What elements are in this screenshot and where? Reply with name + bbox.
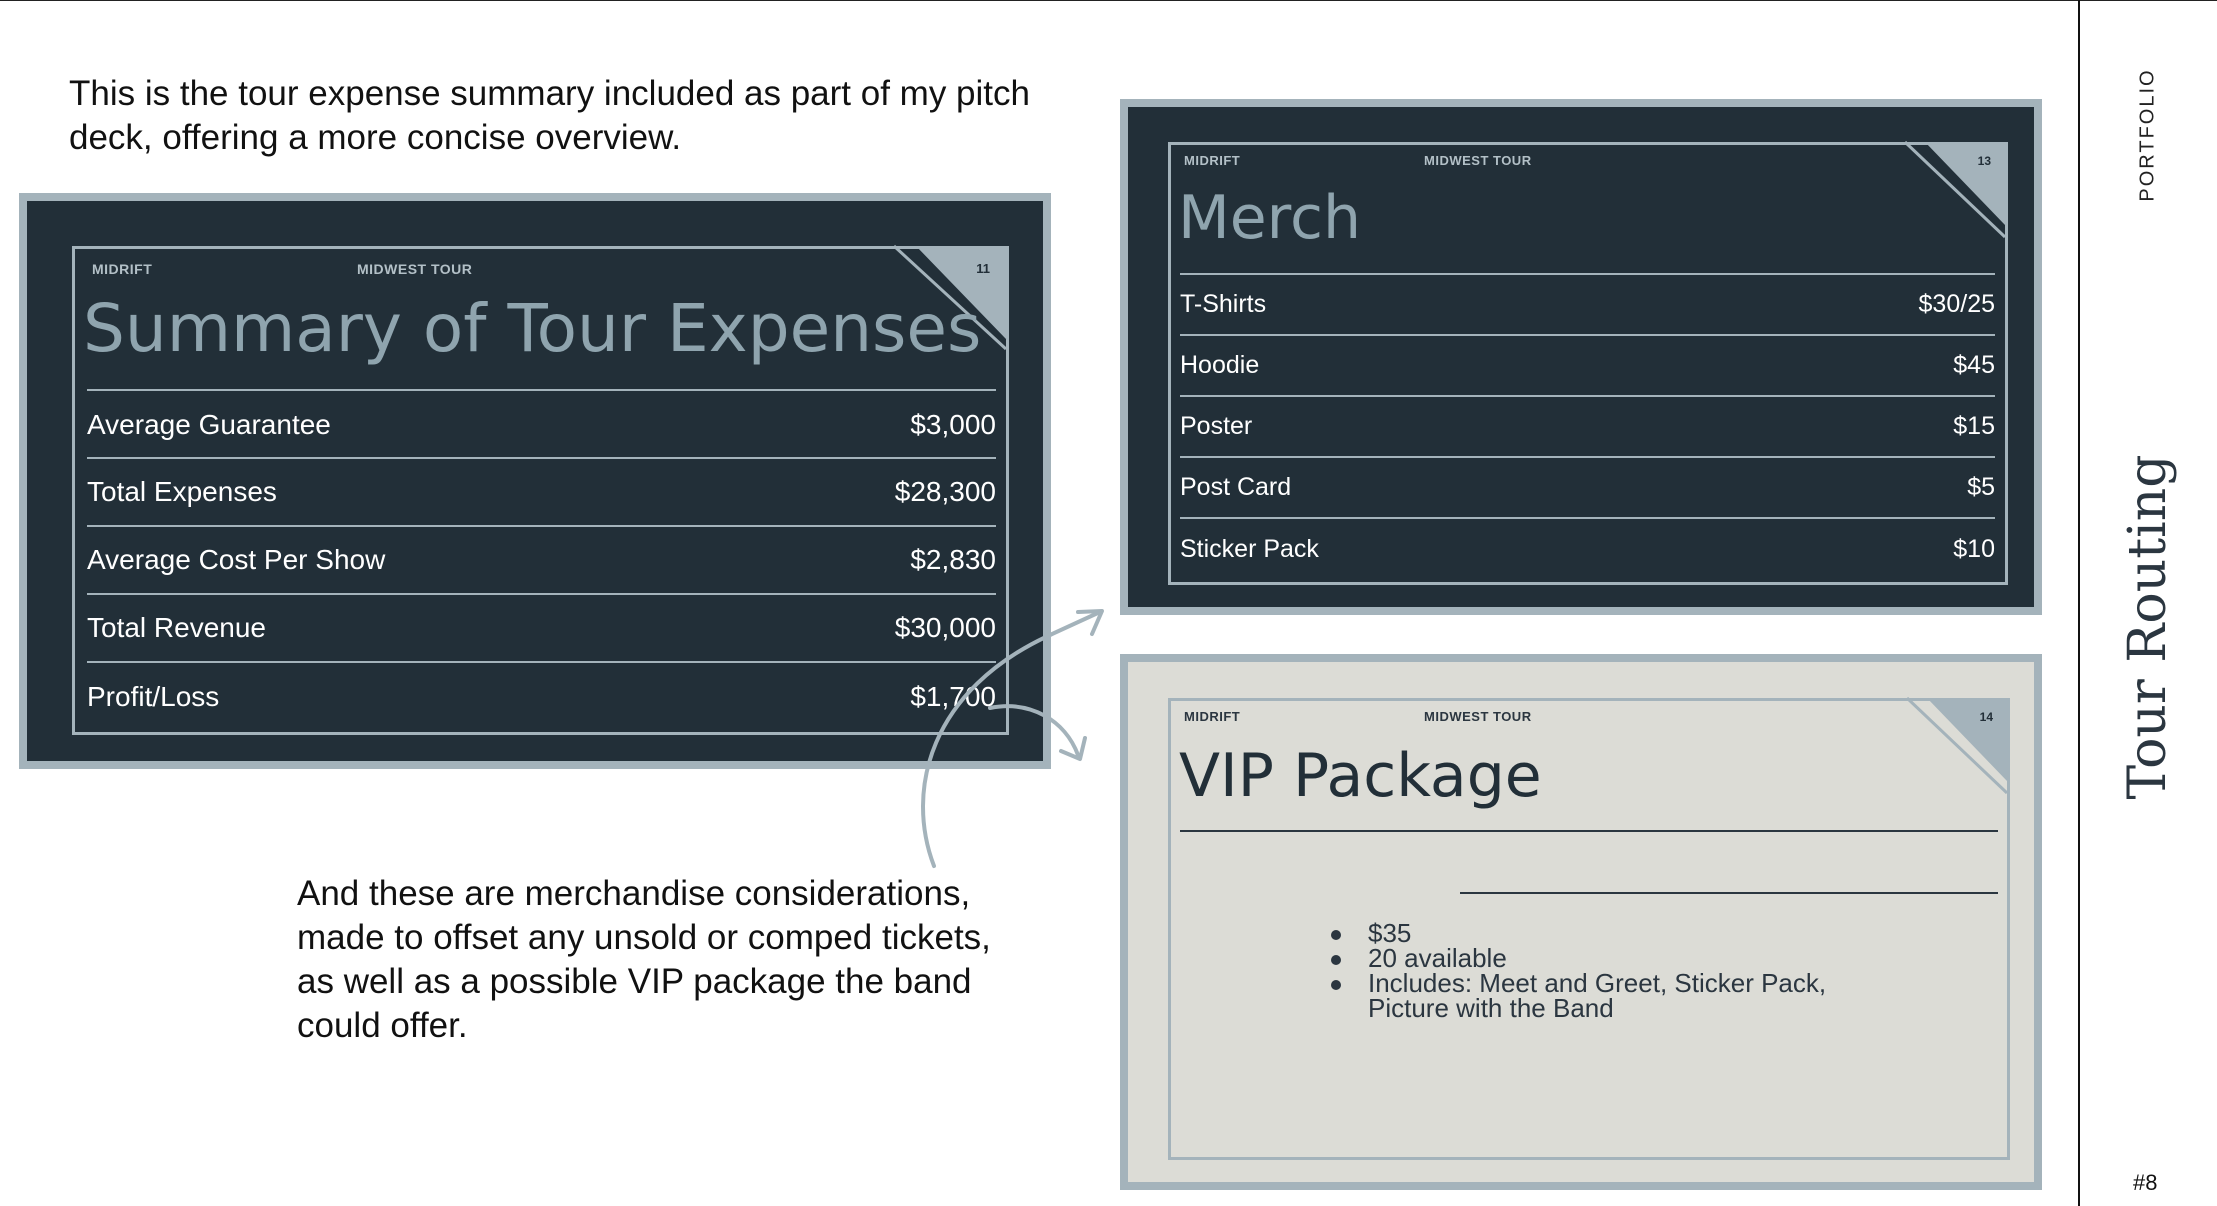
slide-page-number: 14: [1979, 710, 1993, 724]
vip-bullet: 20 available: [1331, 946, 1891, 971]
page-number: #8: [2133, 1170, 2158, 1195]
slide-page-number: 11: [976, 261, 990, 276]
vip-bullet: Includes: Meet and Greet, Sticker Pack, Picture with the Band: [1331, 971, 1891, 1021]
merch-row: [1180, 336, 1995, 397]
short-rule: [1460, 892, 1998, 894]
merch-slide-frame: [1168, 142, 2008, 585]
merch-row: [1180, 519, 1995, 580]
vip-slide: [1120, 654, 2042, 1190]
row-value: $3,000: [910, 409, 996, 440]
row-label: Total Expenses: [87, 476, 277, 507]
row-label: T-Shirts: [1180, 290, 1267, 318]
row-label: Profit/Loss: [87, 681, 220, 712]
merch-row: [1180, 275, 1995, 336]
page-corner-icon: [1927, 701, 2007, 791]
summary-slide: [19, 193, 1051, 769]
row-value: $10: [1953, 535, 1995, 563]
slide-page-number: 13: [1977, 154, 1991, 168]
band-name: MIDRIFT: [1184, 153, 1241, 168]
merch-row: [1180, 397, 1995, 458]
summary-row: [87, 663, 996, 731]
row-label: Average Guarantee: [87, 409, 331, 440]
sidebar-title: Tour Routing: [2118, 454, 2178, 800]
slide-title: Summary of Tour Expenses: [83, 290, 982, 367]
slide-title: VIP Package: [1179, 741, 1542, 811]
row-value: $28,300: [894, 476, 996, 507]
page-corner-icon: [1925, 145, 2005, 235]
row-value: $30/25: [1918, 290, 1995, 318]
vip-bullet: $35: [1331, 921, 1891, 946]
band-name: MIDRIFT: [92, 261, 153, 277]
band-name: MIDRIFT: [1184, 709, 1241, 724]
tour-name: MIDWEST TOUR: [1424, 709, 1532, 724]
arrowhead-icon: [1078, 611, 1102, 634]
row-label: Total Revenue: [87, 612, 267, 643]
summary-row: [87, 459, 996, 527]
summary-slide-frame: [72, 246, 1009, 735]
tour-name: MIDWEST TOUR: [1424, 153, 1532, 168]
summary-row: [87, 595, 996, 663]
summary-row: [87, 527, 996, 595]
row-value: $2,830: [910, 544, 996, 575]
sidebar-divider: [2078, 0, 2080, 1206]
row-value: $5: [1967, 473, 1995, 501]
top-border: [0, 0, 2217, 1]
row-value: $30,000: [894, 612, 996, 643]
merch-slide: [1120, 99, 2042, 615]
row-label: Sticker Pack: [1180, 535, 1319, 563]
row-label: Poster: [1180, 412, 1253, 440]
portfolio-label: PORTFOLIO: [2136, 68, 2159, 202]
row-label: Post Card: [1180, 473, 1292, 501]
slide-title: Merch: [1178, 183, 1362, 253]
row-label: Hoodie: [1180, 351, 1260, 379]
summary-row: [87, 391, 996, 459]
row-value: $1,700: [910, 681, 996, 712]
vip-slide-frame: [1168, 698, 2010, 1160]
vip-bullet-list: [1331, 918, 1891, 1023]
row-value: $45: [1953, 351, 1995, 379]
intro-text: This is the tour expense summary included as part of my pitch deck, offering a more concise overview.: [69, 74, 1030, 157]
arrowhead-icon: [1061, 738, 1085, 759]
row-label: Average Cost Per Show: [87, 544, 386, 575]
title-rule: [1180, 830, 1998, 832]
tour-name: MIDWEST TOUR: [357, 261, 473, 277]
row-value: $15: [1953, 412, 1995, 440]
merch-row: [1180, 458, 1995, 519]
caption-text: And these are merchandise considerations, made to offset any unsold or comped tickets, as well as a possible VIP package the band could offer.: [297, 874, 991, 1045]
